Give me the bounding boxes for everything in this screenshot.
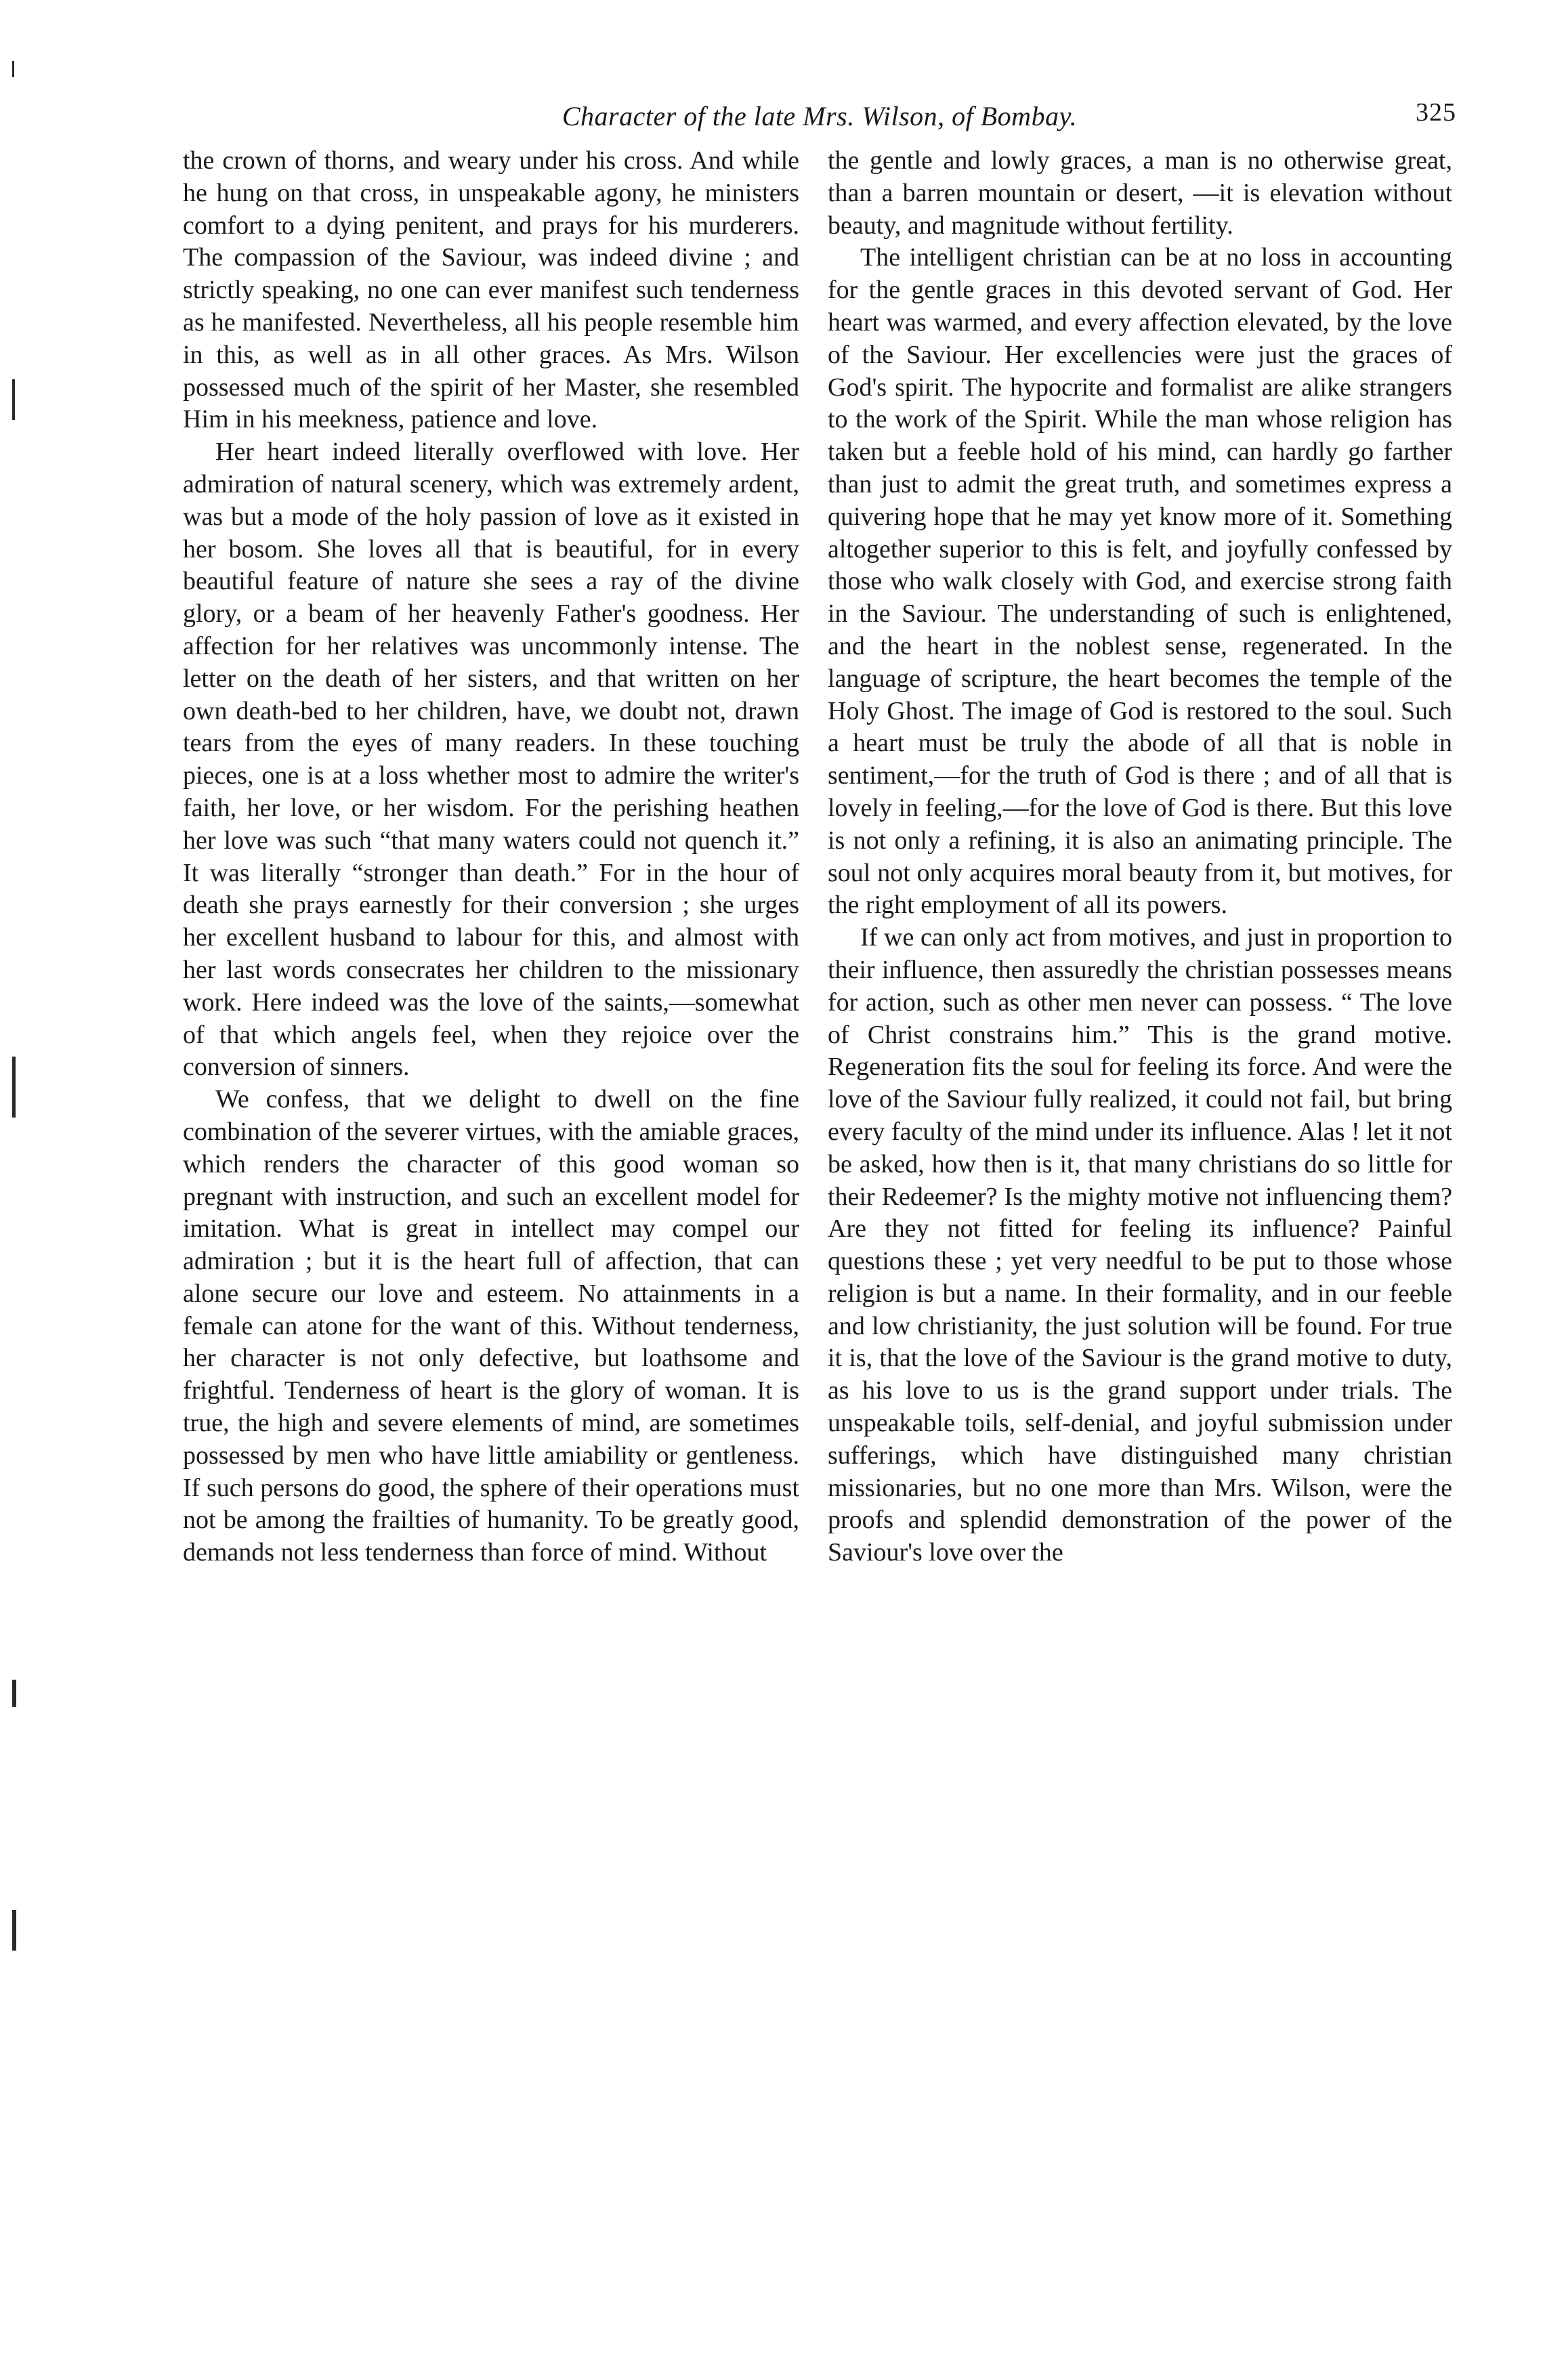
paragraph: We confess, that we delight to dwell on the fine combination of the severer virtues, with the amiable graces, which renders the character of this good woman so pregnant with instruction, and such an excellent model for imitation. What is great in intellect may compel our admiration ; but it is the heart full of affection, that can alone secure our love and esteem. No attainments in a female can atone for the want of this. Without tenderness, her character is not only defective, but loathsome and frightful. Tenderness of heart is the glory of woman. It is true, the high and severe elements of mind, are sometimes possessed by men who have little amiability or gentleness. If such persons do good, the sphere of their operations must not be among the frailties of humanity. To be greatly good, demands not less tenderness than force of mind. Without <box>183 1085 799 1567</box>
scan-edge-mark <box>12 379 15 420</box>
scan-edge-mark <box>12 1057 16 1118</box>
left-column <box>183 145 799 1569</box>
paragraph: Her heart indeed literally overflowed with love. Her admiration of natural scenery, which was extremely ardent, was but a mode of the holy passion of love as it existed in her bosom. She loves all that is beautiful, for in every beautiful feature of nature she sees a ray of the divine glory, or a beam of her heavenly Father's goodness. Her affection for her relatives was uncommonly intense. The letter on the death of her sisters, and that written on her own death-bed to her children, have, we doubt not, drawn tears from the eyes of many readers. In these touching pieces, one is at a loss whether most to admire the writer's faith, her love, or her wisdom. For the perishing heathen her love was such “that many waters could not quench it.” It was literally “stronger than death.” For in the hour of death she prays earnestly for their conversion ; she urges her excellent husband to labour for this, and almost with her last words consecrates her children to the missionary work. Here indeed was the love of the saints,—somewhat of that which angels feel, when they rejoice over the conversion of sinners. <box>183 438 799 1082</box>
paragraph: If we can only act from motives, and just in proportion to their influence, then assuredly the christian possesses means for action, such as other men never can possess. “ The love of Christ constrains him.” This is the grand motive. Regeneration fits the soul for feeling its force. And were the love of the Saviour fully realized, it could not fail, but bring every faculty of the mind under its influence. Alas ! let it not be asked, how then is it, that many christians do so little for their Redeemer? Is the mighty motive not influencing them? Are they not fitted for feeling its influence? Painful questions these ; yet very needful to be put to those whose religion is but a name. In their formality, and in our feeble and low christianity, the just solution will be found. For true it is, that the love of the Saviour is the grand motive to duty, as his love to us is the grand support under trials. The unspeakable toils, self-denial, and joyful submission under sufferings, which have distinguished many christian missionaries, but no one more than Mrs. Wilson, were the proofs and splendid demonstration of the power of the Saviour's love over the <box>828 923 1452 1567</box>
scan-edge-mark <box>12 61 14 77</box>
paragraph: The intelligent christian can be at no loss in accounting for the gentle graces in this devoted servant of God. Her heart was warmed, and every affection elevated, by the love of the Saviour. Her excellencies were just the graces of God's spirit. The hypocrite and formalist are alike strangers to the work of the Spirit. While the man whose religion has taken but a feeble hold of his mind, can hardly go farther than just to admit the great truth, and sometimes express a quivering hope that he may yet know more of it. Something altogether superior to this is felt, and joyfully confessed by those who walk closely with God, and exercise strong faith in the Saviour. The understanding of such is enlightened, and the heart in the noblest sense, regenerated. In the language of scripture, the heart becomes the temple of the Holy Ghost. The image of God is restored to the soul. Such a heart must be truly the abode of all that is noble in sentiment,—for the truth of God is there ; and of all that is lovely in feeling,—for the love of God is there. But this love is not only a refining, it is also an animating principle. The soul not only acquires moral beauty from it, but motives, for the right employment of all its powers. <box>828 243 1452 920</box>
page-number: 325 <box>1416 98 1456 127</box>
scan-edge-mark <box>12 1910 16 1951</box>
right-column <box>828 145 1452 1569</box>
paragraph: the gentle and lowly graces, a man is no otherwise great, than a barren mountain or desert, —it is elevation without beauty, and magnitude without fertility. <box>828 146 1452 240</box>
page-header <box>183 93 1456 141</box>
paragraph: the crown of thorns, and weary under his cross. And while he hung on that cross, in unspeakable agony, he ministers comfort to a dying penitent, and prays for his murderers. The compassion of the Saviour, was indeed divine ; and strictly speaking, no one can ever manifest such tenderness as he manifested. Nevertheless, all his people resemble him in this, as well as in all other graces. As Mrs. Wilson possessed much of the spirit of her Master, she resembled Him in his meekness, patience and love. <box>183 146 799 434</box>
scan-edge-mark <box>12 1680 16 1707</box>
running-title: Character of the late Mrs. Wilson, of Bombay. <box>562 101 1078 131</box>
